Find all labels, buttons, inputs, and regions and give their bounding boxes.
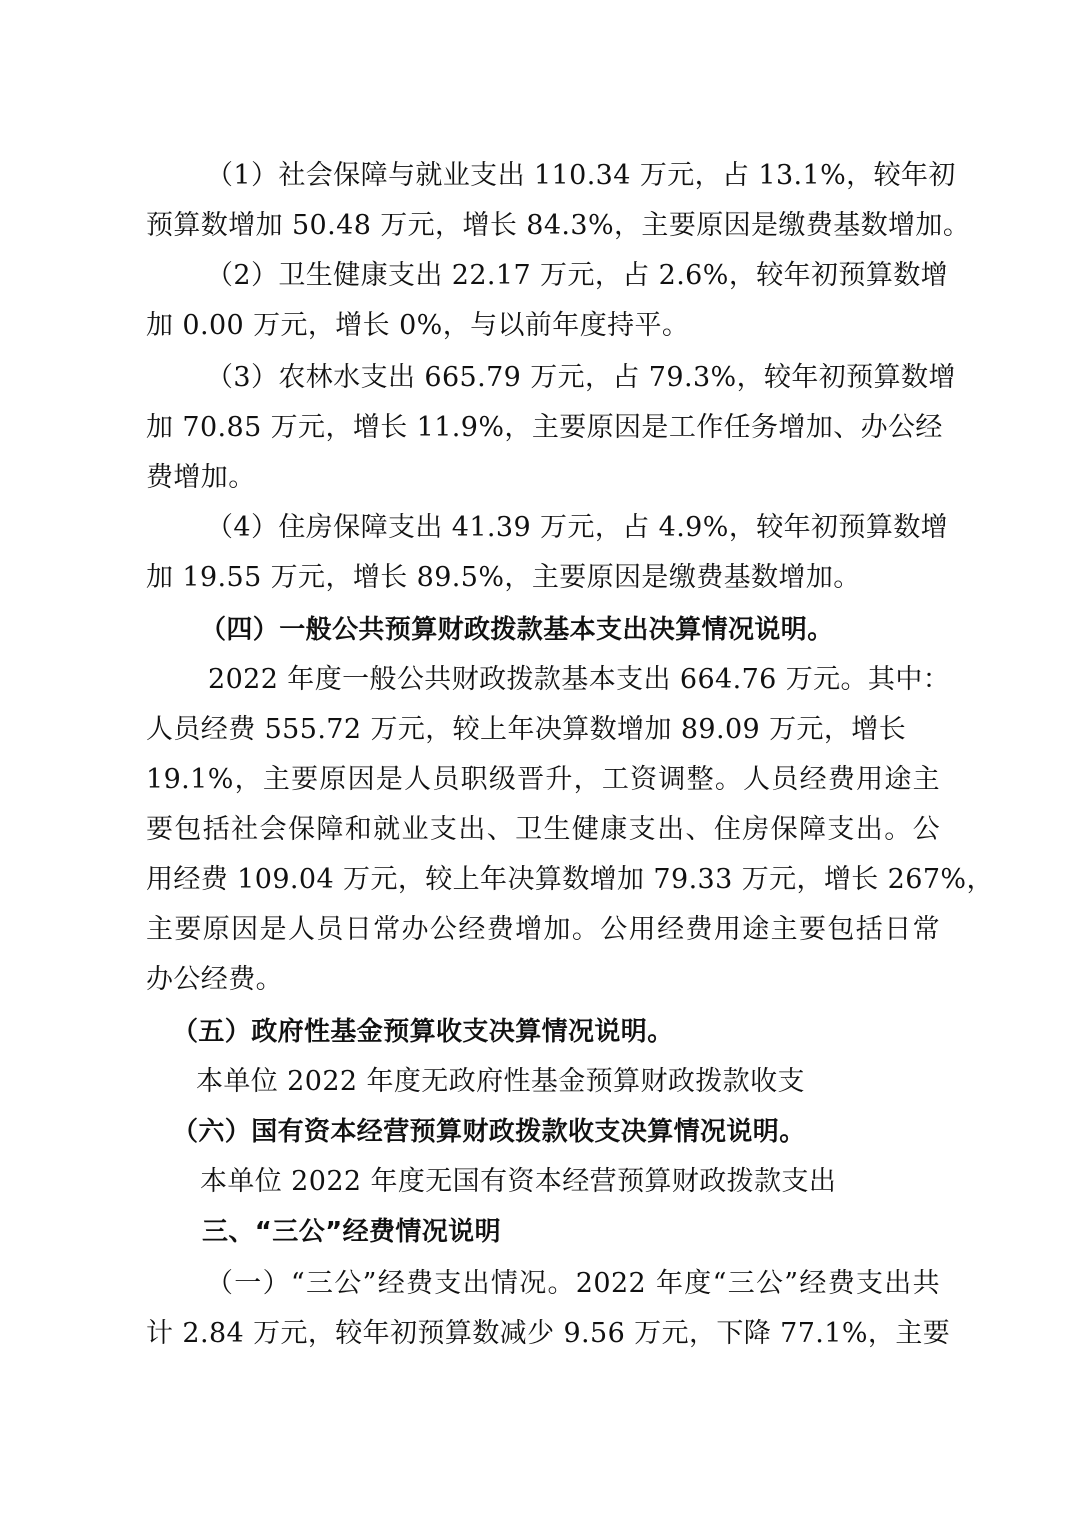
paragraph-social-security-line-2: 预算数增加 50.48 万元，增长 84.3%，主要原因是缴费基数增加。 [146,210,971,241]
paragraph-basic-expenditure-line-6: 主要原因是人员日常办公经费增加。公用经费用途主要包括日常 [146,914,940,945]
paragraph-social-security-line-1: （1）社会保障与就业支出 110.34 万元，占 13.1%，较年初 [206,160,956,191]
paragraph-basic-expenditure-line-5: 用经费 109.04 万元，较上年决算数增加 79.33 万元，增长 267%， [146,864,994,895]
section-heading-5: （五）政府性基金预算收支决算情况说明。 [172,1017,674,1047]
paragraph-three-public-line-2: 计 2.84 万元，较年初预算数减少 9.56 万元，下降 77.1%，主要 [146,1318,951,1349]
paragraph-basic-expenditure-line-7: 办公经费。 [146,964,283,995]
paragraph-basic-expenditure-line-4: 要包括社会保障和就业支出、卫生健康支出、住房保障支出。公 [146,814,940,845]
paragraph-basic-expenditure-line-2: 人员经费 555.72 万元，较上年决算数增加 89.09 万元，增长 [146,714,907,745]
section-heading-three-public: 三、“三公”经费情况说明 [202,1217,501,1247]
section-heading-4: （四）一般公共预算财政拨款基本支出决算情况说明。 [200,615,834,645]
paragraph-housing-line-2: 加 19.55 万元，增长 89.5%，主要原因是缴费基数增加。 [146,562,861,593]
paragraph-agriculture-line-1: （3）农林水支出 665.79 万元，占 79.3%，较年初预算数增 [206,362,956,393]
paragraph-health-line-2: 加 0.00 万元，增长 0%，与以前年度持平。 [146,310,690,341]
paragraph-housing-line-1: （4）住房保障支出 41.39 万元，占 4.9%，较年初预算数增 [206,512,949,543]
paragraph-health-line-1: （2）卫生健康支出 22.17 万元，占 2.6%，较年初预算数增 [206,260,949,291]
paragraph-agriculture-line-2: 加 70.85 万元，增长 11.9%，主要原因是工作任务增加、办公经 [146,412,943,443]
paragraph-basic-expenditure-line-1: 2022 年度一般公共财政拨款基本支出 664.76 万元。其中： [208,664,951,695]
paragraph-government-fund: 本单位 2022 年度无政府性基金预算财政拨款收支 [196,1066,805,1097]
paragraph-state-capital: 本单位 2022 年度无国有资本经营预算财政拨款支出 [200,1166,837,1197]
section-heading-6: （六）国有资本经营预算财政拨款收支决算情况说明。 [172,1117,806,1147]
paragraph-three-public-line-1: （一）“三公”经费支出情况。2022 年度“三公”经费支出共 [206,1268,940,1299]
paragraph-agriculture-line-3: 费增加。 [146,462,256,493]
paragraph-basic-expenditure-line-3: 19.1%，主要原因是人员职级晋升，工资调整。人员经费用途主 [146,764,940,795]
